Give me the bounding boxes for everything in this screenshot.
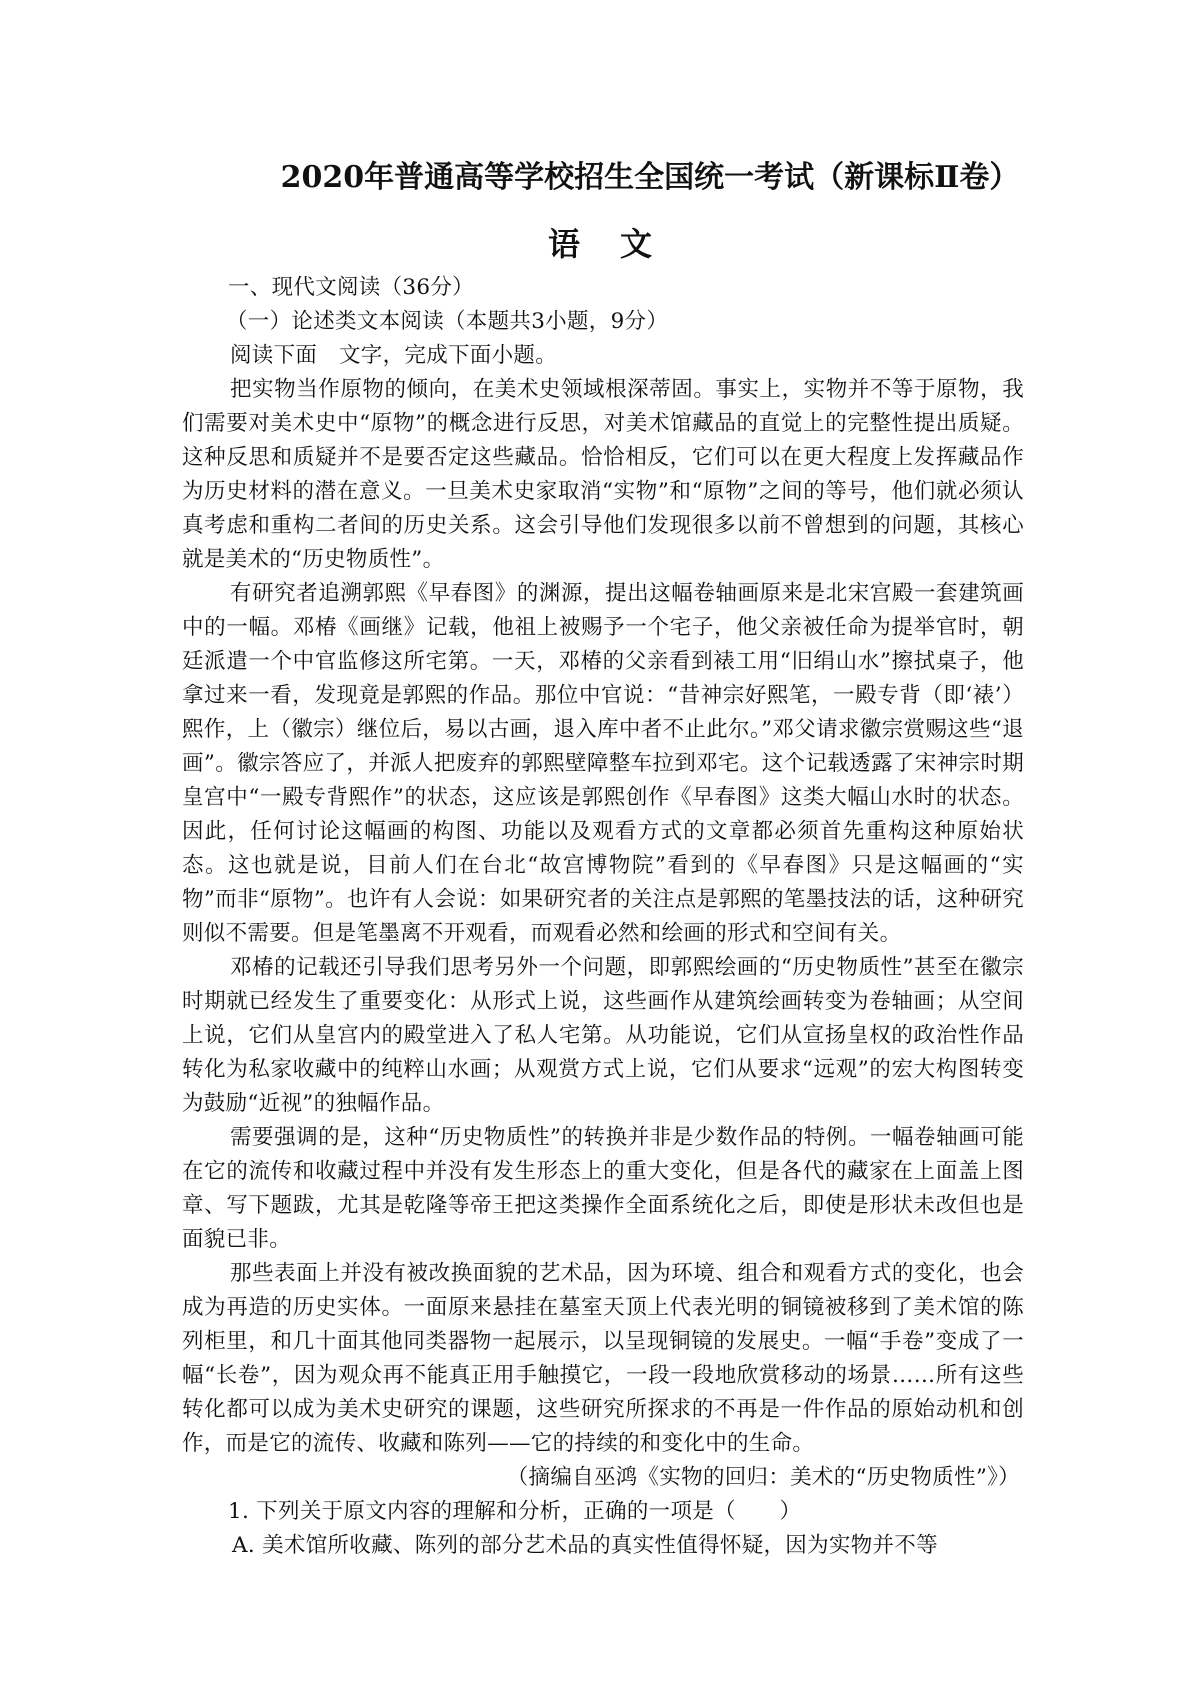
question-1-option-a: A. 美术馆所收藏、陈列的部分艺术品的真实性值得怀疑，因为实物并不等 <box>232 1533 938 1558</box>
passage-paragraph-3: 邓椿的记载还引导我们思考另外一个问题，即郭熙绘画的“历史物质性”甚至在徽宗时期就已经发生了重要变化：从形式上说，这些画作从建筑绘画转变为卷轴画；从空间上说，它们从皇宫内的殿堂进入了私人宅第。从功能说，它们从宣扬皇权的政治性作品转化为私家收藏中的纯粹山水画；从观赏方式上说，它们从要求“远观”的宏大构图转变为鼓励“近视”的独幅作品。 <box>182 955 1024 1116</box>
section-heading: 一、现代文阅读（36分） <box>228 275 474 300</box>
passage-paragraph-5: 那些表面上并没有被改换面貌的艺术品，因为环境、组合和观看方式的变化，也会成为再造的历史实体。一面原来悬挂在墓室天顶上代表光明的铜镜被移到了美术馆的陈列柜里，和几十面其他同类器物一起展示，以呈现铜镜的发展史。一幅“手卷”变成了一幅“长卷”，因为观众再不能真正用手触摸它，一段一段地欣赏移动的场景……所有这些转化都可以成为美术史研究的课题，这些研究所探求的不再是一件作品的原始动机和创作，而是它的流传、收藏和陈列——它的持续的和变化中的生命。 <box>182 1261 1024 1456</box>
exam-title: 2020年普通高等学校招生全国统一考试（新课标Ⅱ卷） <box>280 160 1020 195</box>
exam-content <box>182 271 1024 1563</box>
reading-instruction: 阅读下面 文字，完成下面小题。 <box>230 343 558 368</box>
subsection-heading: （一）论述类文本阅读（本题共3小题，9分） <box>226 309 669 334</box>
passage-paragraph-1: 把实物当作原物的倾向，在美术史领域根深蒂固。事实上，实物并不等于原物，我们需要对美术史中“原物”的概念进行反思，对美术馆藏品的直觉上的完整性提出质疑。这种反思和质疑并不是要否定这些藏品。恰恰相反，它们可以在更大程度上发挥藏品作为历史材料的潜在意义。一旦美术史家取消“实物”和“原物”之间的等号，他们就必须认真考虑和重构二者间的历史关系。这会引导他们发现很多以前不曾想到的问题，其核心就是美术的“历史物质性”。 <box>182 377 1024 572</box>
question-1: 1. 下列关于原文内容的理解和分析，正确的一项是（ ） <box>228 1499 802 1524</box>
subject-title: 语文 <box>547 225 692 263</box>
passage-paragraph-2: 有研究者追溯郭熙《早春图》的渊源，提出这幅卷轴画原来是北宋宫殿一套建筑画中的一幅。邓椿《画继》记载，他祖上被赐予一个宅子，他父亲被任命为提举官时，朝廷派遣一个中官监修这所宅第。一天，邓椿的父亲看到裱工用“旧绢山水”擦拭桌子，他拿过来一看，发现竟是郭熙的作品。那位中官说：“昔神宗好熙笔，一殿专背（即‘裱’）熙作，上（徽宗）继位后，易以古画，退入库中者不止此尔。”邓父请求徽宗赏赐这些“退画”。徽宗答应了，并派人把废弃的郭熙壁障整车拉到邓宅。这个记载透露了宋神宗时期皇宫中“一殿专背熙作”的状态，这应该是郭熙创作《早春图》这类大幅山水时的状态。因此，任何讨论这幅画的构图、功能以及观看方式的文章都必须首先重构这种原始状态。这也就是说，目前人们在台北“故宫博物院”看到的《早春图》只是这幅画的“实物”而非“原物”。也许有人会说：如果研究者的关注点是郭熙的笔墨技法的话，这种研究则似不需要。但是笔墨离不开观看，而观看必然和绘画的形式和空间有关。 <box>182 581 1024 946</box>
passage-source: （摘编自巫鸿《实物的回归：美术的“历史物质性”》） <box>506 1465 1020 1490</box>
passage-paragraph-4: 需要强调的是，这种“历史物质性”的转换并非是少数作品的特例。一幅卷轴画可能在它的流传和收藏过程中并没有发生形态上的重大变化，但是各代的藏家在上面盖上图章、写下题跋，尤其是乾隆等帝王把这类操作全面系统化之后，即使是形状未改但也是面貌已非。 <box>182 1125 1024 1252</box>
